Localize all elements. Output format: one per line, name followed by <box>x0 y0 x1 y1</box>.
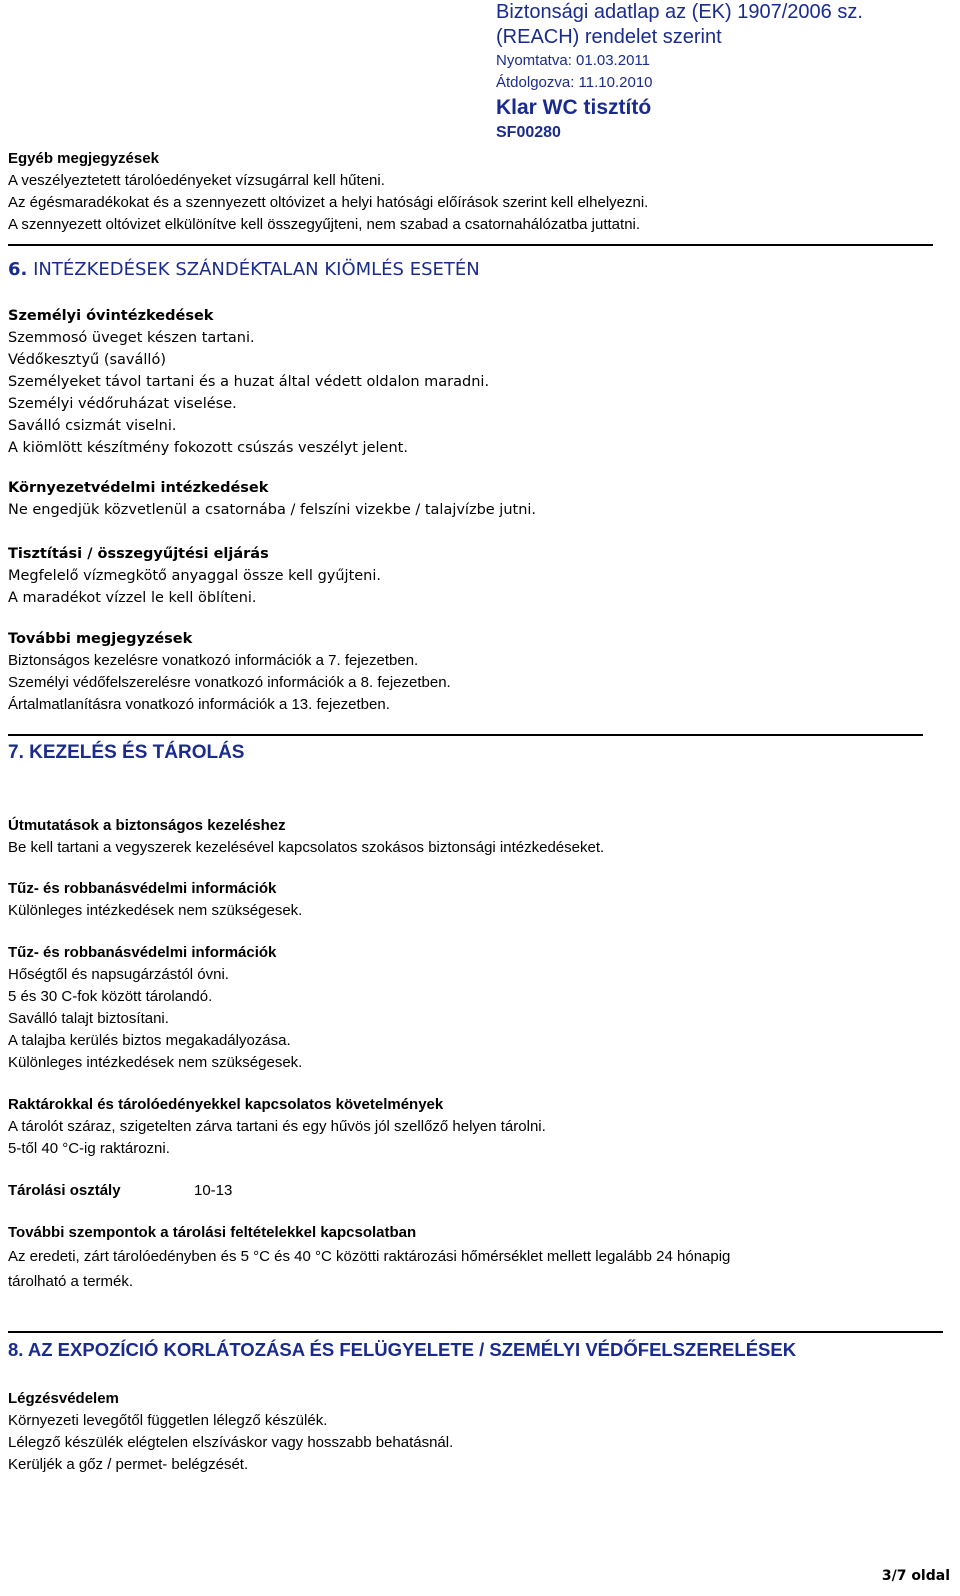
storage-requirements-line: A tárolót száraz, szigetelten zárva tartani és egy hűvös jól szellőző helyen tárolni. <box>8 1118 546 1135</box>
personal-precautions-line: Személyeket távol tartani és a huzat által védett oldalon maradni. <box>8 374 490 390</box>
section-6-further-heading: További megjegyzések <box>8 631 193 647</box>
fire-protection-line: Saválló talajt biztosítani. <box>8 1010 169 1027</box>
personal-precautions <box>8 305 953 459</box>
section-8 <box>8 1337 953 1363</box>
personal-precautions-line: Védőkesztyű (saválló) <box>8 352 166 368</box>
header-revised-date: Átdolgozva: 11.10.2010 <box>496 74 653 91</box>
cleanup-procedure-line: Megfelelő vízmegkötő anyaggal össze kell gyűjteni. <box>8 568 382 584</box>
storage-further-line: tárolható a termék. <box>8 1273 134 1290</box>
safe-handling-heading: Útmutatások a biztonságos kezeléshez <box>8 817 286 834</box>
misc-notes-block <box>8 148 953 236</box>
fire-protection-line: A talajba kerülés biztos megakadályozása. <box>8 1032 291 1049</box>
section-divider <box>8 244 933 246</box>
fire-protection-heading: Tűz- és robbanásvédelmi információk <box>8 880 277 897</box>
section-6-further-line: Biztonságos kezelésre vonatkozó információk a 7. fejezetben. <box>8 652 419 669</box>
section-6-further-notes <box>8 628 953 716</box>
misc-notes-heading: Egyéb megjegyzések <box>8 150 159 167</box>
storage-class-label: Tárolási osztály <box>8 1182 121 1199</box>
section-7 <box>8 740 953 766</box>
personal-precautions-line: Szemmosó üveget készen tartani. <box>8 330 255 346</box>
section-7-title: 7. KEZELÉS ÉS TÁROLÁS <box>8 742 245 763</box>
environmental-measures-heading: Környezetvédelmi intézkedések <box>8 480 269 496</box>
storage-requirements-line: 5-től 40 °C-ig raktározni. <box>8 1140 170 1157</box>
safe-handling-line: Be kell tartani a vegyszerek kezelésével kapcsolatos szokásos biztonsági intézkedéseket. <box>8 839 605 856</box>
misc-notes-line: Az égésmaradékokat és a szennyezett oltóvizet a helyi hatósági előírások szerint kell elhelyezni. <box>8 194 649 211</box>
section-divider <box>8 734 923 736</box>
respiratory-protection-line: Kerüljék a gőz / permet- belégzését. <box>8 1456 249 1473</box>
storage-requirements-heading: Raktárokkal és tárolóedényekkel kapcsolatos követelmények <box>8 1096 444 1113</box>
header-product-name: Klar WC tisztító <box>496 96 652 119</box>
personal-precautions-line: A kiömlött készítmény fokozott csúszás veszélyt jelent. <box>8 440 408 456</box>
storage-further <box>8 1222 953 1294</box>
document-header <box>496 0 956 144</box>
fire-protection-heading: Tűz- és robbanásvédelmi információk <box>8 944 277 961</box>
storage-class <box>8 1180 953 1202</box>
environmental-measures-line: Ne engedjük közvetlenül a csatornába / felszíni vizekbe / talajvízbe jutni. <box>8 502 537 518</box>
safe-handling <box>8 815 953 859</box>
page-number: 3/7 oldal <box>881 1568 950 1584</box>
header-printed-date: Nyomtatva: 01.03.2011 <box>496 52 650 69</box>
respiratory-protection-heading: Légzésvédelem <box>8 1390 119 1407</box>
environmental-measures <box>8 477 953 521</box>
header-regulation-line2: (REACH) rendelet szerint <box>496 26 722 48</box>
header-product-code: SF00280 <box>496 124 561 141</box>
cleanup-procedure-heading: Tisztítási / összegyűjtési eljárás <box>8 546 269 562</box>
respiratory-protection-line: Környezeti levegőtől független lélegző készülék. <box>8 1412 328 1429</box>
fire-protection-line: 5 és 30 C-fok között tárolandó. <box>8 988 213 1005</box>
section-6-further-line: Ártalmatlanításra vonatkozó információk a 13. fejezetben. <box>8 696 390 713</box>
misc-notes-line: A szennyezett oltóvizet elkülönítve kell összegyűjteni, nem szabad a csatornahálózatba juttatni. <box>8 216 641 233</box>
fire-protection-line: Különleges intézkedések nem szükségesek. <box>8 902 303 919</box>
cleanup-procedure <box>8 543 953 609</box>
personal-precautions-heading: Személyi óvintézkedések <box>8 308 214 324</box>
header-regulation-line1: Biztonsági adatlap az (EK) 1907/2006 sz. <box>496 1 863 23</box>
misc-notes-line: A veszélyeztetett tárolóedényeket vízsugárral kell hűteni. <box>8 172 385 189</box>
respiratory-protection <box>8 1388 953 1476</box>
fire-protection-line: Különleges intézkedések nem szükségesek. <box>8 1054 303 1071</box>
personal-precautions-line: Személyi védőruházat viselése. <box>8 396 237 412</box>
fire-protection-line: Hőségtől és napsugárzástól óvni. <box>8 966 229 983</box>
section-6-title-text: INTÉZKEDÉSEK SZÁNDÉKTALAN KIÖMLÉS ESETÉN <box>33 259 480 280</box>
fire-protection-1 <box>8 878 953 922</box>
personal-precautions-line: Saválló csizmát viselni. <box>8 418 177 434</box>
cleanup-procedure-line: A maradékot vízzel le kell öblíteni. <box>8 590 257 606</box>
storage-class-value: 10-13 <box>194 1182 233 1199</box>
section-6-title <box>8 258 953 282</box>
respiratory-protection-line: Lélegző készülék elégtelen elszíváskor vagy hosszabb behatásnál. <box>8 1434 454 1451</box>
fire-protection-2 <box>8 942 953 1074</box>
section-divider <box>8 1331 943 1333</box>
storage-further-heading: További szempontok a tárolási feltételekkel kapcsolatban <box>8 1224 417 1241</box>
storage-requirements <box>8 1094 953 1160</box>
section-8-title: 8. AZ EXPOZÍCIÓ KORLÁTOZÁSA ÉS FELÜGYELETE / SZEMÉLYI VÉDŐFELSZERELÉSEK <box>8 1339 797 1360</box>
section-6 <box>8 258 953 282</box>
section-6-number: 6. <box>8 259 28 280</box>
storage-further-line: Az eredeti, zárt tárolóedényben és 5 °C és 40 °C közötti raktározási hőmérséklet mellett legalább 24 hónapig <box>8 1248 731 1265</box>
section-6-further-line: Személyi védőfelszerelésre vonatkozó információk a 8. fejezetben. <box>8 674 451 691</box>
